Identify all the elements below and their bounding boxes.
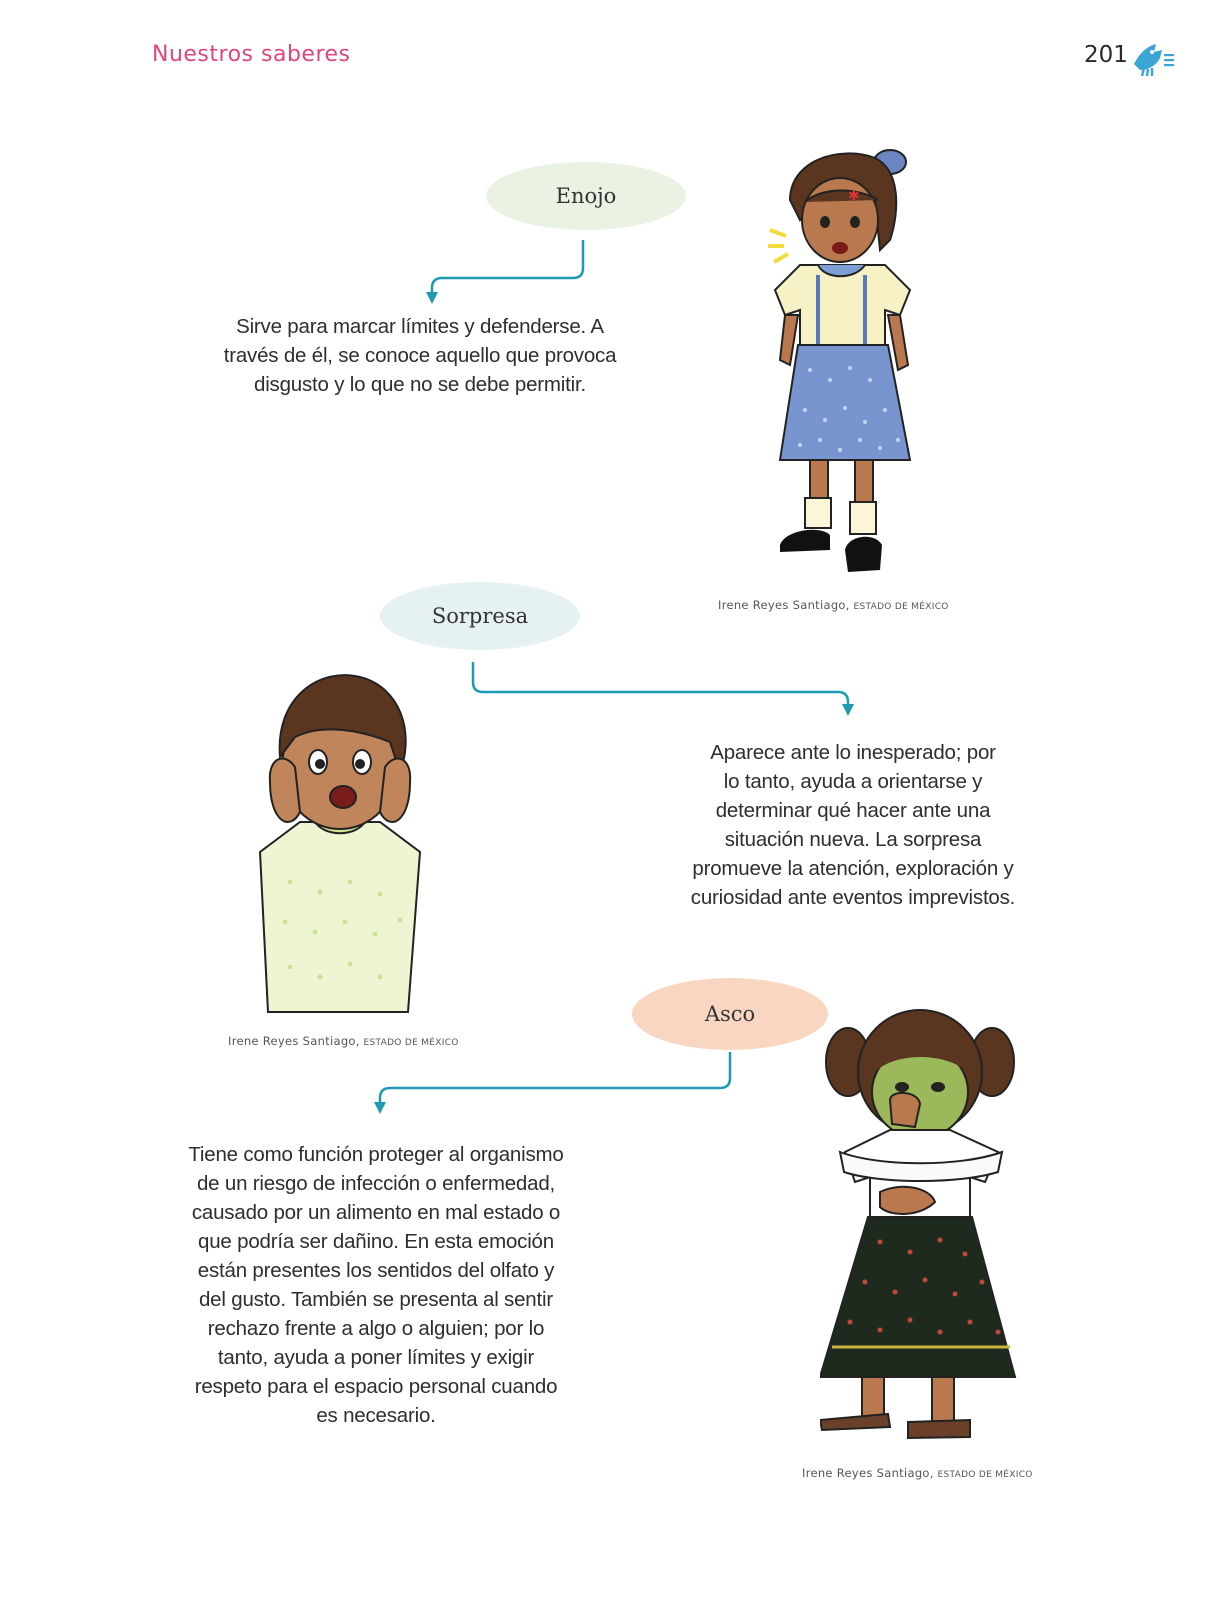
page-number: 201 <box>1084 42 1128 68</box>
emotion-description-enojo <box>220 312 620 399</box>
disgusted-girl-illustration <box>820 1002 1030 1452</box>
text-line: Aparece ante lo inesperado; por <box>710 741 996 764</box>
emotion-description-asco <box>186 1140 566 1430</box>
emotion-description-sorpresa <box>688 738 1018 912</box>
text-line: través de él, se conoce aquello que provoca <box>223 344 617 367</box>
text-line: causado por un alimento en mal estado o <box>191 1201 561 1224</box>
text-line: disgusto y lo que no se debe permitir. <box>254 373 586 396</box>
emotion-label: Enojo <box>555 184 617 208</box>
illustration-credit-sorpresa: Irene Reyes Santiago, ESTADO DE MÉXICO <box>228 1034 459 1048</box>
text-line: es necesario. <box>316 1404 436 1427</box>
angry-girl-illustration <box>760 140 950 590</box>
text-line: están presentes los sentidos del olfato y <box>197 1259 555 1282</box>
text-line: rechazo frente a algo o alguien; por lo <box>207 1317 545 1340</box>
emotion-bubble-sorpresa <box>380 582 580 650</box>
surprised-boy-illustration <box>240 662 440 1032</box>
text-line: respeto para el espacio personal cuando <box>194 1375 558 1398</box>
text-line: lo tanto, ayuda a orientarse y <box>723 770 983 793</box>
illustration-credit-enojo: Irene Reyes Santiago, ESTADO DE MÉXICO <box>718 598 949 612</box>
text-line: Tiene como función proteger al organismo <box>188 1143 564 1166</box>
text-line: situación nueva. La sorpresa <box>724 828 982 851</box>
text-line: determinar qué hacer ante una <box>715 799 991 822</box>
svg-text:✱: ✱ <box>848 188 860 204</box>
text-line: del gusto. También se presenta al sentir <box>198 1288 553 1311</box>
hand-bird-icon <box>1130 38 1176 78</box>
text-line: de un riesgo de infección o enfermedad, <box>196 1172 556 1195</box>
emotion-label: Sorpresa <box>431 604 529 628</box>
text-line: que podría ser dañino. En esta emoción <box>198 1230 554 1253</box>
text-line: tanto, ayuda a poner límites y exigir <box>217 1346 535 1369</box>
emotion-bubble-asco <box>632 978 828 1050</box>
text-line: Sirve para marcar límites y defenderse. A <box>236 315 604 338</box>
illustration-credit-asco: Irene Reyes Santiago, ESTADO DE MÉXICO <box>802 1466 1033 1480</box>
text-line: curiosidad ante eventos imprevistos. <box>690 886 1016 909</box>
emotion-bubble-enojo <box>486 162 686 230</box>
section-title: Nuestros saberes <box>152 42 351 67</box>
text-line: promueve la atención, exploración y <box>692 857 1014 880</box>
emotion-label: Asco <box>704 1002 756 1026</box>
